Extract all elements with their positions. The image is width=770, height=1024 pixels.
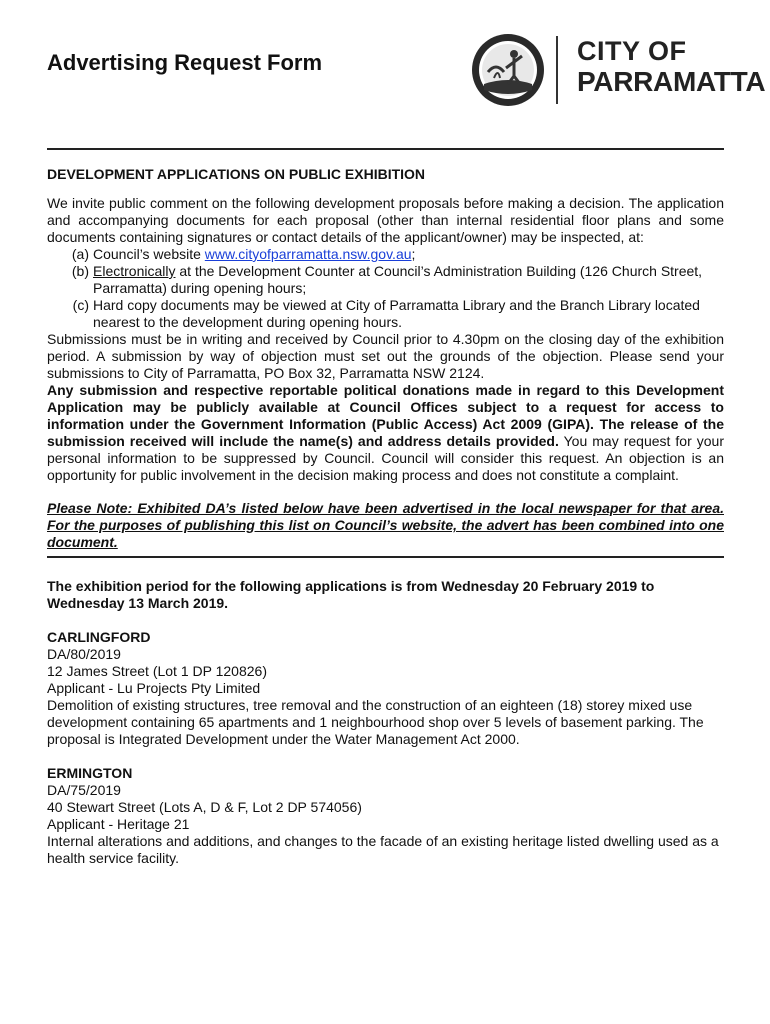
list-marker: (a) bbox=[71, 246, 89, 262]
please-note: Please Note: Exhibited DA’s listed below have been advertised in the local newspaper for that area. For the purposes of publishing this list on Council’s website, the advert has been combined into one document. bbox=[47, 500, 724, 550]
applicant: Applicant - Lu Projects Pty Limited bbox=[47, 680, 261, 696]
note-divider bbox=[47, 556, 724, 558]
proposal-description: Internal alterations and additions, and changes to the facade of an existing heritage listed dwelling used as a health service facility. bbox=[47, 833, 719, 866]
application-carlingford bbox=[47, 629, 724, 748]
city-logo bbox=[470, 32, 766, 112]
suburb-name: CARLINGFORD bbox=[47, 629, 151, 645]
notice-body bbox=[47, 166, 724, 867]
list-item-c: (c) Hard copy documents may be viewed at City of Parramatta Library and the Branch Library located nearest to the development during opening hours. bbox=[47, 297, 724, 331]
city-emblem-icon bbox=[470, 32, 550, 112]
list-item-a: (a) Council’s website www.cityofparramatta.nsw.gov.au; bbox=[47, 246, 724, 263]
da-number: DA/80/2019 bbox=[47, 646, 121, 662]
proposal-description: Demolition of existing structures, tree removal and the construction of an eighteen (18) storey mixed use development containing 65 apartments and 1 neighbourhood shop over 5 levels of basement parking. The proposal is Integrated Development under the Water Management Act 2000. bbox=[47, 697, 704, 747]
list-item-b: (b) Electronically at the Development Counter at Council’s Administration Building (126 Church Street, Parramatta) during opening hours; bbox=[47, 263, 724, 297]
applicant: Applicant - Heritage 21 bbox=[47, 816, 190, 832]
exhibition-period: The exhibition period for the following applications is from Wednesday 20 February 2019 to Wednesday 13 March 2019. bbox=[47, 578, 655, 611]
logo-divider bbox=[556, 36, 558, 104]
logo-parramatta: PARRAMATTA bbox=[577, 66, 766, 97]
list-marker: (b) bbox=[71, 263, 89, 279]
page-title: Advertising Request Form bbox=[47, 50, 323, 75]
application-ermington bbox=[47, 765, 724, 867]
da-number: DA/75/2019 bbox=[47, 782, 121, 798]
submissions-paragraph: Submissions must be in writing and received by Council prior to 4.30pm on the closing day of the exhibition period. A submission by way of objection must set out the grounds of the objection. Please send your submissions to City of Parramatta, PO Box 32, Parramatta NSW 2124. bbox=[47, 331, 724, 381]
suburb-name: ERMINGTON bbox=[47, 765, 133, 781]
top-divider bbox=[47, 148, 724, 150]
intro-paragraph: We invite public comment on the following development proposals before making a decision. The application and accompanying documents for each proposal (other than internal residential floor plans and some documents containing signatures or contact details of the applicant/owner) may be inspected, at: bbox=[47, 195, 724, 245]
council-website-link[interactable]: www.cityofparramatta.nsw.gov.au bbox=[204, 246, 412, 262]
list-marker: (c) bbox=[72, 297, 89, 313]
property-address: 12 James Street (Lot 1 DP 120826) bbox=[47, 663, 267, 679]
section-heading: DEVELOPMENT APPLICATIONS ON PUBLIC EXHIBITION bbox=[47, 166, 426, 182]
property-address: 40 Stewart Street (Lots A, D & F, Lot 2 DP 574056) bbox=[47, 799, 362, 815]
donations-paragraph: Any submission and respective reportable political donations made in regard to this Development Application may be publicly available at Council Offices subject to a request for access to information under the Government Information (Public Access) Act 2009 (GIPA). The release of the submission received will include the name(s) and address details provided. You may request for your personal information to be suppressed by Council. Council will consider this request. An objection is an opportunity for public involvement in the decision making process and does not constitute a complaint. bbox=[47, 382, 724, 483]
logo-city-of: CITY OF bbox=[577, 36, 687, 66]
